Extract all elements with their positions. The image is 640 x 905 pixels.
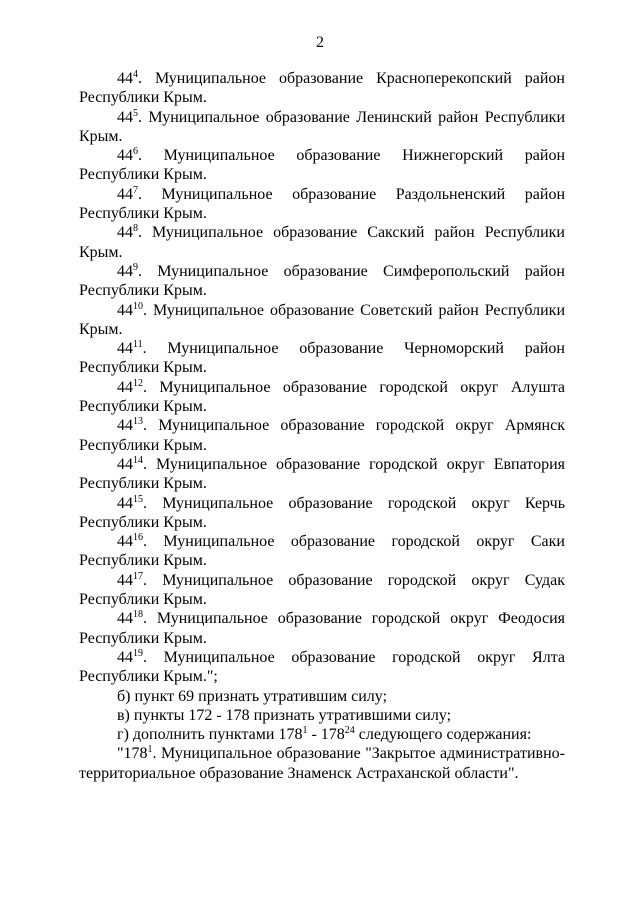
clause-g-superscript: 24 xyxy=(344,725,355,737)
item-number: 44 xyxy=(117,533,133,551)
new-item-text: . Муниципальное образование "Закрытое административно-территориальное образование Знаменск Астраханской области". xyxy=(79,745,565,782)
list-item xyxy=(79,571,565,610)
list-item xyxy=(79,146,565,185)
item-superscript: 18 xyxy=(133,609,143,621)
item-number: 44 xyxy=(117,301,133,319)
item-superscript: 19 xyxy=(133,647,143,659)
item-superscript: 7 xyxy=(133,184,138,196)
item-superscript: 15 xyxy=(133,493,143,505)
item-number: 44 xyxy=(117,494,133,512)
item-number: 44 xyxy=(117,224,133,242)
item-text: . Муниципальное образование Красноперекопский район Республики Крым. xyxy=(79,70,565,107)
clause-g-text: - 178 xyxy=(307,726,345,744)
new-item-number: "178 xyxy=(117,745,148,763)
item-superscript: 17 xyxy=(133,570,143,582)
list-item xyxy=(79,223,565,262)
item-text: . Муниципальное образование городской округ Евпатория Республики Крым. xyxy=(79,455,565,493)
clause-b: б) пункт 69 признать утратившим силу; xyxy=(117,687,388,705)
item-text: . Муниципальное образование Раздольненский район Республики Крым. xyxy=(79,185,565,223)
item-number: 44 xyxy=(117,108,133,126)
item-number: 44 xyxy=(117,340,133,358)
item-number: 44 xyxy=(117,571,133,589)
item-superscript: 4 xyxy=(133,69,138,80)
list-item xyxy=(79,185,565,224)
list-item xyxy=(79,494,565,533)
item-text: . Муниципальное образование Ленинский район Республики Крым. xyxy=(79,108,565,145)
item-superscript: 10 xyxy=(133,300,143,312)
item-number: 44 xyxy=(117,610,133,628)
item-superscript: 5 xyxy=(133,107,138,119)
clause-g xyxy=(79,725,565,744)
list-item xyxy=(79,455,565,494)
item-text: . Муниципальное образование Сакский район Республики Крым. xyxy=(79,224,565,261)
list-item xyxy=(79,262,565,301)
list-item xyxy=(79,339,565,378)
item-superscript: 6 xyxy=(133,146,138,158)
item-superscript: 14 xyxy=(133,454,143,466)
item-text: . Муниципальное образование Нижнегорский район Республики Крым. xyxy=(79,147,565,184)
item-number: 44 xyxy=(117,378,133,396)
page-number: 2 xyxy=(316,34,324,51)
document-body xyxy=(79,69,565,783)
item-text: . Муниципальное образование Советский район Республики Крым. xyxy=(79,301,565,338)
clause-g-superscript: 1 xyxy=(302,725,308,737)
item-text: . Муниципальное образование городской округ Ялта Республики Крым."; xyxy=(79,648,565,686)
item-superscript: 12 xyxy=(133,377,143,389)
list-item xyxy=(79,69,565,108)
item-superscript: 11 xyxy=(133,339,143,351)
item-superscript: 8 xyxy=(133,223,138,235)
item-superscript: 13 xyxy=(133,416,143,428)
item-number: 44 xyxy=(117,455,133,473)
list-item xyxy=(79,416,565,455)
item-text: . Муниципальное образование городской округ Судак Республики Крым. xyxy=(79,571,565,609)
item-text: . Муниципальное образование Симферопольский район Республики Крым. xyxy=(79,262,565,300)
item-text: . Муниципальное образование Черноморский район Республики Крым. xyxy=(79,340,565,377)
item-superscript: 9 xyxy=(133,261,138,273)
item-number: 44 xyxy=(117,185,133,203)
item-number: 44 xyxy=(117,147,133,165)
item-superscript: 16 xyxy=(133,532,143,544)
list-item xyxy=(79,609,565,648)
clause-g-text: следующего содержания: xyxy=(354,726,532,744)
item-text: . Муниципальное образование городской округ Армянск Республики Крым. xyxy=(79,417,565,454)
new-item xyxy=(79,744,565,783)
item-number: 44 xyxy=(117,262,133,280)
list-item xyxy=(79,378,565,417)
list-item xyxy=(79,648,565,687)
item-text: . Муниципальное образование городской округ Саки Республики Крым. xyxy=(79,533,565,570)
list-item xyxy=(79,532,565,571)
list-item xyxy=(79,108,565,147)
item-text: . Муниципальное образование городской округ Алушта Республики Крым. xyxy=(79,378,565,416)
clause-v: в) пункты 172 - 178 признать утратившими силу; xyxy=(117,706,452,724)
clause-g-text: г) дополнить пунктами 178 xyxy=(117,726,303,744)
item-number: 44 xyxy=(117,417,133,435)
item-text: . Муниципальное образование городской округ Феодосия Республики Крым. xyxy=(79,610,565,647)
list-item xyxy=(79,301,565,340)
new-item-superscript: 1 xyxy=(147,744,153,756)
item-number: 44 xyxy=(117,648,133,666)
item-number: 44 xyxy=(117,70,133,87)
item-text: . Муниципальное образование городской округ Керчь Республики Крым. xyxy=(79,494,565,531)
